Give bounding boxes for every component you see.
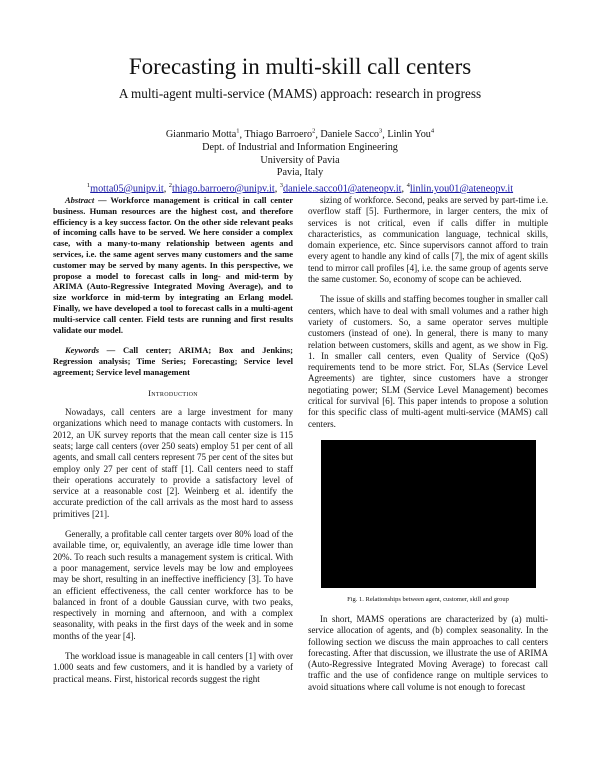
keywords <box>53 345 293 377</box>
body-paragraph: In short, MAMS operations are characterized by (a) multi-service allocation of agents, and (b) complex seasonality. In the following section we discuss the main approaches to call centers forecasting. After that discussion, we illustrate the use of ARIMA (Auto-Regressive Integrated Moving Average) to forecast call traffic and the use of confidence range on multiple services to avoid situations where call volume is not enough to forecast <box>308 613 548 692</box>
section-heading-introduction: Introduction <box>148 387 198 398</box>
author-university: University of Pavia <box>260 154 340 166</box>
author: Gianmario Motta$^1$ <box>165 128 240 141</box>
paper-subtitle: A multi-agent multi-service (MAMS) approach: research in progress <box>118 86 482 101</box>
body-paragraph: The issue of skills and staffing becomes tougher in smaller call centers, which have to deal with small volumes and a rather high variety of customers. So, a same operator serves multiple customers (instead of one). In general, there is many to many relation between customers, skills and agent, as we show in Fig. 1. In smaller call centers, even Quality of Service (QoS) requirements tend to be more strict. For, SLAs (Service Level Agreements) are tighter, since customers have a stronger negotiating power; SLM (Service Level Management) becomes critical for survival [6]. This paper intends to propose a solution for this specific class of multi-agent multi-service (MAMS) call centers. <box>308 294 548 429</box>
abstract-lead: Abstract — <box>65 195 107 205</box>
body-paragraph: sizing of workforce. Second, peaks are served by part-time i.e. overflow staff [5]. Furthermore, in larger centers, the mix of services is not critical, even if calls differ in multiple characteristics, as communication language, technical skills, domain experience, etc. Since supervisors cannot afford to train every agent to handle any kind of calls [7], the mix of agent skills tend to mirror call profiles [4], i.e. the same group of agents serve the same customer. So, economy of scope can be achieved. <box>308 195 548 285</box>
paper-title: Forecasting in multi-skill call centers <box>128 54 472 79</box>
author: Daniele Sacco$^3$ <box>320 128 383 141</box>
author-department: Dept. of Industrial and Information Engineering <box>202 141 398 153</box>
keywords-lead: Keywords — <box>65 345 116 356</box>
figure-1-image <box>321 440 536 588</box>
left-column <box>53 195 293 694</box>
author: Thiago Barroero$^2$ <box>244 128 316 141</box>
author-emails: $^1$motta05@unipv.it, $^2$thiago.barroero@unipv.it, $^3$daniele.sacco01@ateneopv.it, $^4$linlin.you01@ateneopv.it <box>86 181 514 195</box>
abstract <box>53 195 293 335</box>
body-paragraph: Generally, a profitable call center targets over 80% load of the available time, or, equivalently, an average idle time lower than 20%. To reach such results a management system is critical. With a poor management, service levels may be low and employees may be short, resulting in an ineffective inefficiency [3]. To have an efficient effectiveness, the call center workforce has to be balanced in front of a double Gaussian curve, with two peaks, respectively in morning and afternoon, and with a complex seasonality, with peaks in the first days of the week and in some months of the year [4]. <box>53 529 293 641</box>
body-paragraph: Nowadays, call centers are a large investment for many organizations which need to manage contacts with customers. In 2012, an UK survey reports that the mean call center size is 115 seats; large call centers (over 250 seats) employ 51 per cent of all agents, and small call centers represent 75 per cent of the sites but employ only 27 per cent of staff [1]. Call centers need to staff their operations accurately to provide a satisfactory level of service at a reasonable cost [2]. Weinberg et al. identify the accurate prediction of the call arrivals as the most hard to assess primitives [21]. <box>53 407 293 519</box>
abstract-text: Workforce management is critical in call center business. Human resources are the highest cost, and therefore efficiency is a key success factor. On the other side relevant peaks of incoming calls have to be served. We here consider a complex case, with a many-to-many relationship between agents and services, i.e. the same agent serves many customers and the same customer may be served by many agents. In this perspective, we propose a model to forecast calls in long- and mid-term by ARIMA (Auto-Regressive Integrated Moving Average), and to size workforce in mid-term by integrating an Erlang model. Finally, we have developed a tool to forecast calls in a multi-agent multi-service call center. Field tests are running and first results validate our model. <box>53 195 293 335</box>
author-block <box>0 126 600 196</box>
right-column <box>308 195 548 702</box>
author-names: Gianmario Motta$^1$, Thiago Barroero$^2$, Daniele Sacco$^3$, Linlin You$^4$ <box>165 128 435 141</box>
keywords-text: Call center; ARIMA; Box and Jenkins; Regression analysis; Time Series; Forecasting; Service level agreement; Service level management <box>53 345 294 377</box>
author: Linlin You$^4$ <box>387 128 435 141</box>
email-link[interactable]: motta05@unipv.it <box>90 183 164 195</box>
body-paragraph: The workload issue is manageable in call centers [1] with over 1.000 seats and few customers, and it is handled by a variety of practical means. First, historical records suggest the right <box>53 650 293 684</box>
figure-1-caption: Fig. 1. Relationships between agent, customer, skill and group <box>347 595 509 603</box>
email-link[interactable]: linlin.you01@ateneopv.it <box>409 183 514 195</box>
author-city: Pavia, Italy <box>276 167 324 179</box>
email-link[interactable]: thiago.barroero@unipv.it <box>172 183 275 195</box>
email-link[interactable]: daniele.sacco01@ateneopv.it <box>283 183 402 195</box>
